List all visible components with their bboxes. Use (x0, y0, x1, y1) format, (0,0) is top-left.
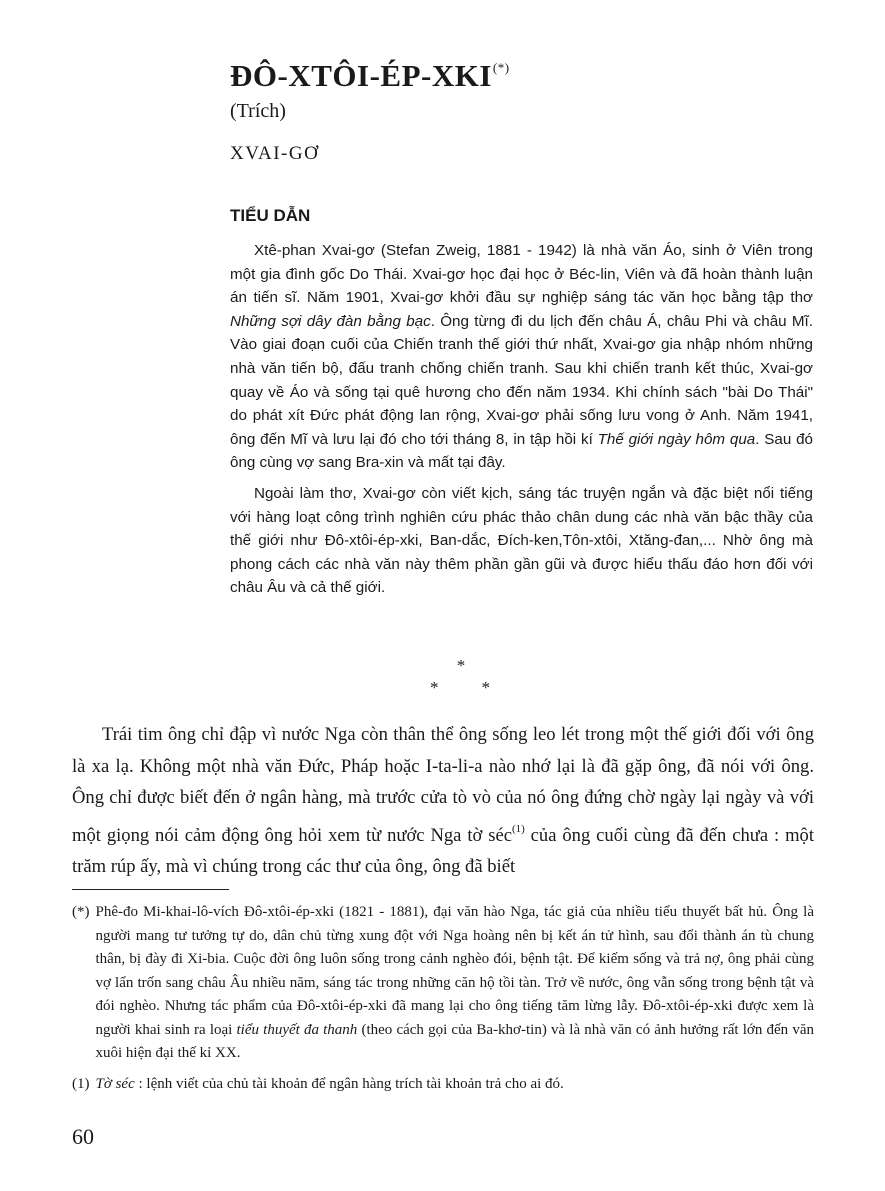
intro-p1-book-title: Những sợi dây đàn bằng bạc (230, 312, 431, 330)
intro-p1-memoir-title: Thế giới ngày hôm qua (597, 430, 756, 448)
title-footnote-mark: (*) (492, 60, 510, 75)
intro-paragraph-2: Ngoài làm thơ, Xvai-gơ còn viết kịch, sáng tác truyện ngắn và đặc biệt nổi tiếng với hàng loạt công trình nghiên cứu phác thảo chân dung các nhà văn bậc thầy của thế giới như Đô-xtôi-ép-xki, Ban-dắc, Đích-ken,Tôn-xtôi, Xtăng-đan,... Nhờ ông mà phong cách các nhà văn này thêm phần gần gũi và được hiểu thấu đáo hơn đối với châu Âu và cả thế giới. (230, 484, 813, 597)
chapter-title (230, 58, 510, 94)
separator-star: * (456, 656, 466, 675)
footnote-ref: (1) (511, 822, 525, 835)
author-name: XVAI-GƠ (230, 143, 320, 164)
footnote-text-b: (theo cách gọi của Ba-khơ-tin) và là nhà văn có ảnh hưởng rất lớn đến văn xuôi hiện đại thế kỉ XX. (95, 1021, 814, 1061)
separator-star: * (481, 678, 490, 697)
footnote-text-a: Phê-đo Mi-khai-lô-vích Đô-xtôi-ép-xki (1821 - 1881), đại văn hào Nga, tác giả của nhiều tiểu thuyết bất hủ. Ông là người mang tư tưởng tự do, dân chủ từng xung đột với Nga hoàng nên bị kết án tử hình, sau đổi thành án tù chung thân, bị đày đi Xi-bia. Cuộc đời ông luôn sống trong cảnh nghèo đói, bệnh tật. Để kiếm sống và trả nợ, ông phải cùng vợ lẩn trốn sang châu Âu nhiều năm, sáng tác trong những căn hộ tồi tàn. Trở về nước, ông vẫn sống trong bệnh tật và đói nghèo. Nhưng tác phẩm của Đô-xtôi-ép-xki đã mang lại cho ông tiếng tăm lừng lẫy. Đô-xtôi-ép-xki được xem là người khai sinh ra loại (95, 904, 814, 1038)
footnote-definition: : lệnh viết của chủ tài khoản để ngân hàng trích tài khoản trả cho ai đó. (134, 1075, 564, 1092)
title-text: ĐÔ-XTÔI-ÉP-XKI (230, 58, 492, 93)
footnotes (72, 901, 814, 1103)
intro-section (230, 239, 813, 607)
intro-paragraph-1 (230, 239, 813, 475)
main-text (72, 719, 814, 883)
section-separator (420, 655, 500, 699)
footnote-text (96, 1073, 815, 1097)
main-text-b: của ông cuối cùng đã đến chưa : một trăm rúp ấy, mà vì chúng trong các thư của ông, ông đã biết (72, 824, 814, 877)
separator-star: * (430, 678, 439, 697)
footnote-italic-term: tiểu thuyết đa thanh (236, 1021, 358, 1038)
subtitle: (Trích) (230, 100, 286, 122)
intro-p1-text-a: Xtê-phan Xvai-gơ (Stefan Zweig, 1881 - 1942) là nhà văn Áo, sinh ở Viên trong một gia đình gốc Do Thái. Xvai-gơ học đại học ở Béc-lin, Viên và đã hoàn thành luận án tiến sĩ. Năm 1901, Xvai-gơ khởi đầu sự nghiệp sáng tác văn học bằng tập thơ (230, 242, 813, 307)
intro-p1-text-c: . Sau đó ông cùng vợ sang Bra-xin và mất tại đây. (230, 430, 813, 472)
intro-heading: TIỂU DẪN (230, 206, 311, 225)
footnote-author (72, 901, 814, 1066)
footnote-divider (72, 889, 229, 890)
footnote-text (96, 901, 815, 1066)
page-number: 60 (72, 1124, 94, 1149)
footnote-mark: (1) (72, 1075, 90, 1092)
footnote-term: Tờ séc (95, 1075, 135, 1092)
footnote-mark: (*) (72, 904, 90, 920)
footnote-cheque (72, 1073, 814, 1097)
intro-p1-text-b: . Ông từng đi du lịch đến châu Á, châu Phi và châu Mĩ. Vào giai đoạn cuối của Chiến tranh thế giới thứ nhất, Xvai-gơ gia nhập nhóm những nhà văn tiến bộ, đấu tranh chống chiến tranh. Sau khi chiến tranh kết thúc, Xvai-gơ quay về Áo và sống tại quê hương cho đến năm 1934. Khi chính sách "bài Do Thái" do phát xít Đức phát động lan rộng, Xvai-gơ phải sống lưu vong ở Anh. Năm 1941, ông đến Mĩ và lưu lại đó cho tới tháng 8, in tập hồi kí (230, 312, 813, 448)
main-text-a: Trái tim ông chỉ đập vì nước Nga còn thân thể ông sống leo lét trong một thế giới đối với ông là xa lạ. Không một nhà văn Đức, Pháp hoặc I-ta-li-a nào nhớ lại là đã gặp ông, đã nói với ông. Ông chỉ được biết đến ở ngân hàng, mà trước cửa tò vò của nó ông đứng chờ ngày lại ngày và với một giọng nói cảm động ông hỏi xem từ nước Nga tờ séc (72, 724, 814, 846)
